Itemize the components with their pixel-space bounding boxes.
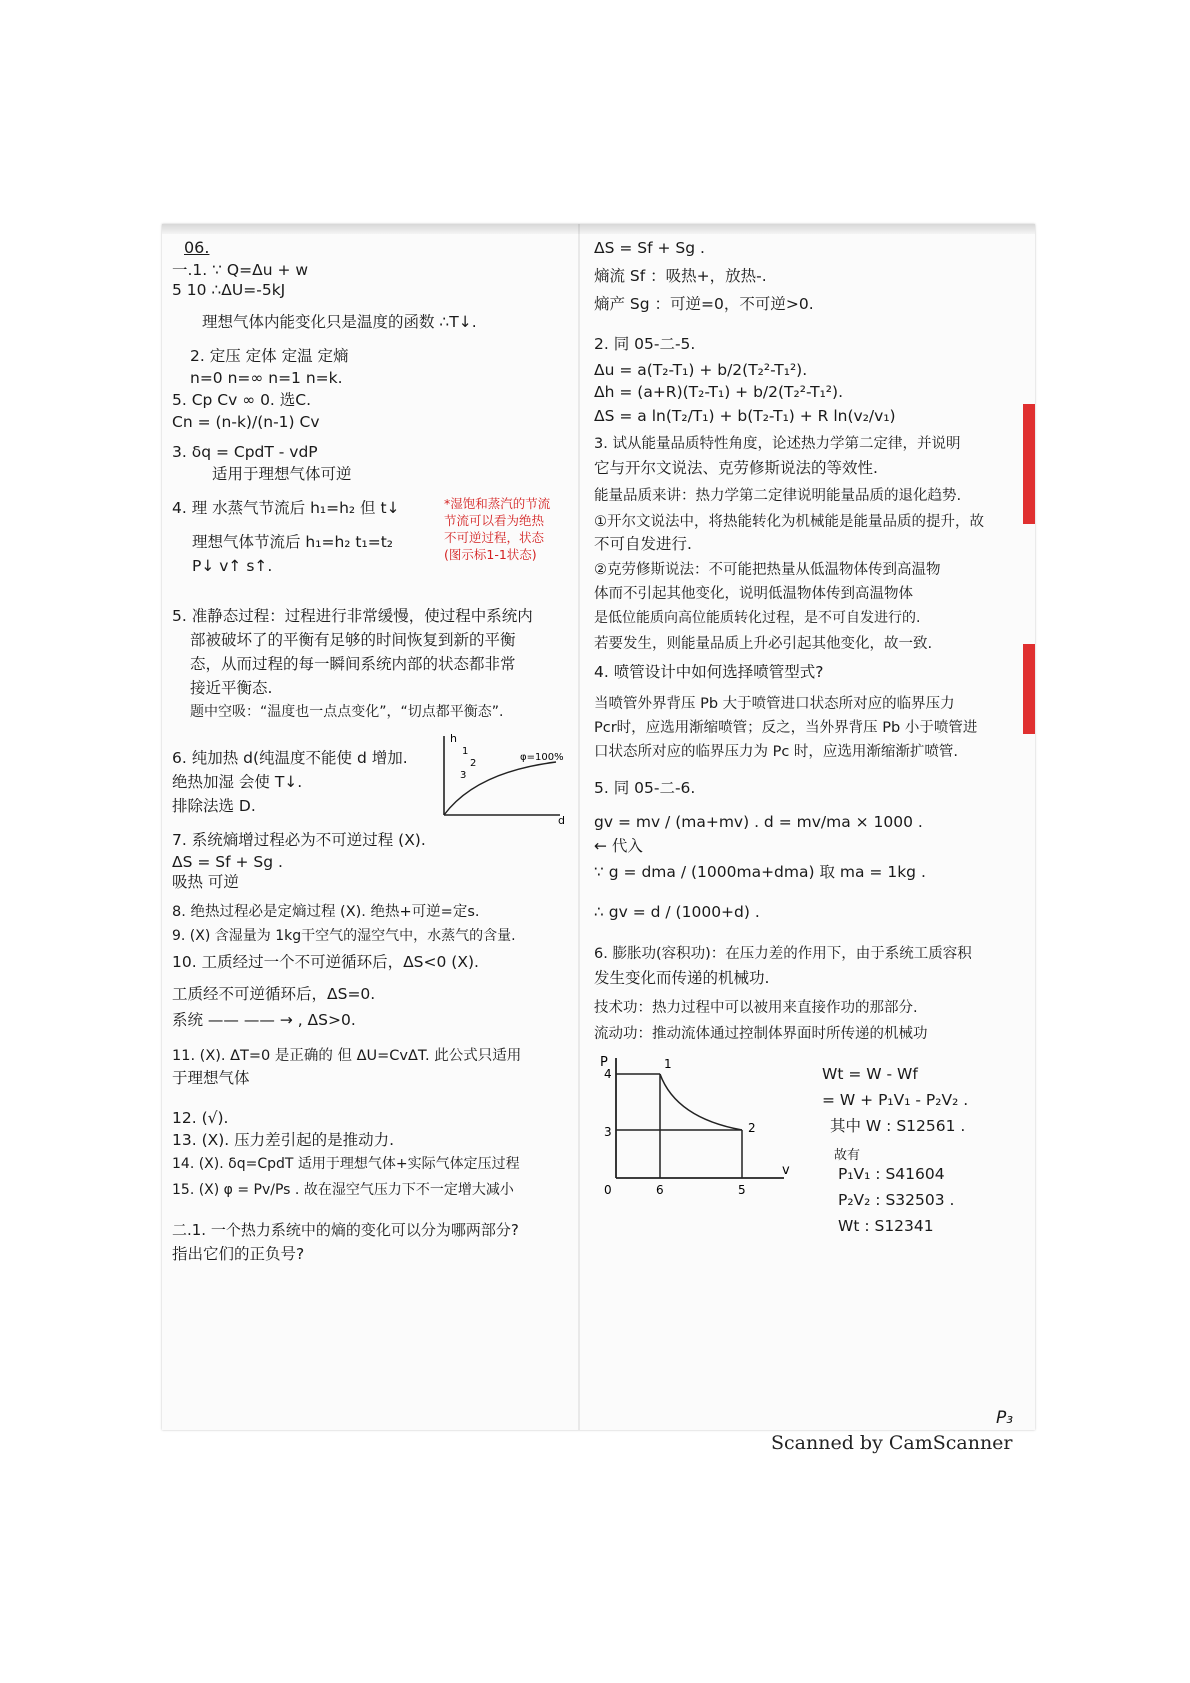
scanner-watermark: Scanned by CamScanner (771, 1432, 1013, 1454)
note-line: ∵ g = dma / (1000ma+dma) 取 ma = 1kg . (594, 863, 926, 881)
red-annotation: 节流可以看为绝热 (444, 513, 545, 528)
note-line: 适用于理想气体可逆 (212, 465, 352, 483)
note-line: ΔS = a ln(T₂/T₁) + b(T₂-T₁) + R ln(v₂/v₁) (594, 407, 896, 425)
note-line: 5 10 ∴ΔU=-5kJ (172, 281, 286, 299)
note-line: 一.1. ∵ Q=Δu + w (172, 261, 309, 279)
note-line: 是低位能质向高位能质转化过程，是不可自发进行的. (594, 610, 921, 626)
p-v-diagram (598, 1052, 794, 1200)
note-line: 2. 定压 定体 定温 定熵 (190, 347, 349, 365)
note-line: 9. (X) 含湿量为 1kg干空气的湿空气中，水蒸气的含量. (172, 928, 516, 944)
state-point-label: 2 (748, 1121, 756, 1135)
notebook-sheet (162, 224, 1035, 1430)
sketch-point-label: 2 (470, 758, 477, 769)
page-heading: 06. (184, 238, 210, 257)
note-line: 当喷管外界背压 Pb 大于喷管进口状态所对应的临界压力 (594, 696, 955, 712)
note-line: P↓ v↑ s↑. (192, 557, 273, 575)
page-fold (162, 224, 1035, 234)
note-line: 系统 —— —— → , ΔS>0. (172, 1011, 356, 1029)
equation-line: 故有 (834, 1148, 861, 1163)
h-axis-label: h (450, 732, 457, 745)
page-number: P₃ (996, 1408, 1014, 1428)
note-line: Pcr时，应选用渐缩喷管；反之，当外界背压 Pb 小于喷管进 (594, 720, 978, 736)
note-line: 部被破坏了的平衡有足够的时间恢复到新的平衡 (190, 631, 516, 649)
note-line: 于理想气体 (172, 1069, 250, 1087)
note-line: 5. Cp Cv ∞ 0. 选C. (172, 391, 312, 409)
p-axis-label: P (600, 1055, 608, 1070)
note-line: ← 代入 (594, 837, 643, 855)
state-point-label: 4 (604, 1067, 612, 1081)
equation-line: Wt : S12341 (838, 1217, 934, 1235)
v-axis-label: v (782, 1163, 790, 1178)
note-line: 技术功：热力过程中可以被用来直接作功的那部分. (594, 1000, 918, 1016)
note-line: 理想气体内能变化只是温度的函数 ∴T↓. (202, 313, 477, 331)
state-point-label: 6 (656, 1183, 664, 1197)
note-line: 14. (X). δq=CpdT 适用于理想气体+实际气体定压过程 (172, 1156, 520, 1172)
note-line: 口状态所对应的临界压力为 Pc 时，应选用渐缩渐扩喷管. (594, 744, 959, 760)
note-line: ΔS = Sf + Sg . (594, 239, 705, 257)
note-line: 8. 绝热过程必是定熵过程 (X). 绝热+可逆=定s. (172, 904, 480, 920)
state-point-label: 1 (664, 1057, 672, 1071)
note-line: 态，从而过程的每一瞬间系统内部的状态都非常 (190, 655, 516, 673)
state-point-label: 5 (738, 1183, 746, 1197)
note-line: Δu = a(T₂-T₁) + b/2(T₂²-T₁²). (594, 361, 808, 379)
page-spine (578, 224, 580, 1430)
note-line: 它与开尔文说法、克劳修斯说法的等效性. (594, 459, 878, 477)
note-line: 3. δq = CpdT - vdP (172, 443, 318, 461)
note-line: 熵流 Sf ：吸热+，放热-. (594, 267, 767, 285)
note-line: 熵产 Sg ：可逆=0，不可逆>0. (594, 295, 814, 313)
note-line: ①开尔文说法中，将热能转化为机械能是能量品质的提升，故 (594, 514, 984, 530)
equation-line: Wt = W - Wf (822, 1065, 918, 1083)
note-line: 4. 喷管设计中如何选择喷管型式? (594, 663, 824, 681)
h-d-sketch (434, 730, 568, 826)
red-annotation: *湿饱和蒸汽的节流 (444, 496, 551, 511)
note-line: 12. (√). (172, 1109, 229, 1127)
note-line: 5. 同 05-二-6. (594, 779, 696, 797)
note-line: n=0 n=∞ n=1 n=k. (190, 369, 343, 387)
note-line: 工质经不可逆循环后，ΔS=0. (172, 985, 376, 1003)
note-line: 题中空吸：“温度也一点点变化”，“切点都平衡态”. (190, 704, 504, 720)
note-line: 不可自发进行. (594, 535, 692, 553)
note-line: 10. 工质经过一个不可逆循环后，ΔS<0 (X). (172, 953, 479, 971)
note-line: 能量品质来讲：热力学第二定律说明能量品质的退化趋势. (594, 488, 962, 504)
note-line: 理想气体节流后 h₁=h₂ t₁=t₂ (192, 533, 393, 551)
note-line: 3. 试从能量品质特性角度，论述热力学第二定律，并说明 (594, 436, 961, 452)
note-line: 6. 膨胀功(容积功)：在压力差的作用下，由于系统工质容积 (594, 946, 972, 962)
note-line: 体而不引起其他变化，说明低温物体传到高温物体 (594, 586, 913, 602)
note-line: gv = mv / (ma+mv) . d = mv/ma × 1000 . (594, 813, 923, 831)
note-line: 吸热 可逆 (172, 873, 239, 891)
note-line: 5. 准静态过程：过程进行非常缓慢，使过程中系统内 (172, 607, 533, 625)
red-annotation: (图示标1-1状态) (444, 547, 537, 562)
sketch-point-label: 1 (462, 746, 469, 757)
note-line: 接近平衡态. (190, 679, 273, 697)
note-line: 4. 理 水蒸气节流后 h₁=h₂ 但 t↓ (172, 499, 400, 517)
state-point-label: 0 (604, 1183, 612, 1197)
note-line: 排除法选 D. (172, 797, 256, 815)
note-line: ∴ gv = d / (1000+d) . (594, 903, 760, 921)
note-line: 13. (X). 压力差引起的是推动力. (172, 1131, 395, 1149)
red-annotation: 不可逆过程，状态 (444, 530, 545, 545)
note-line: 2. 同 05-二-5. (594, 335, 696, 353)
note-line: 发生变化而传递的机械功. (594, 969, 770, 987)
note-line: Cn = (n-k)/(n-1) Cv (172, 413, 320, 431)
note-line: 绝热加湿 会使 T↓. (172, 773, 303, 791)
note-line: 6. 纯加热 d(纯温度不能使 d 增加. (172, 749, 408, 767)
phi-curve-label: φ=100% (520, 752, 564, 763)
equation-line: = W + P₁V₁ - P₂V₂ . (822, 1091, 969, 1109)
note-line: 指出它们的正负号? (172, 1245, 305, 1263)
note-line: ②克劳修斯说法：不可能把热量从低温物体传到高温物 (594, 562, 941, 578)
note-line: Δh = (a+R)(T₂-T₁) + b/2(T₂²-T₁²). (594, 383, 843, 401)
equation-line: P₁V₁ : S41604 (838, 1165, 945, 1183)
note-line: ΔS = Sf + Sg . (172, 853, 283, 871)
sketch-point-label: 3 (460, 770, 467, 781)
red-tab-mark (1023, 404, 1035, 524)
state-point-label: 3 (604, 1125, 612, 1139)
d-axis-label: d (558, 814, 565, 826)
note-line: 7. 系统熵增过程必为不可逆过程 (X). (172, 831, 426, 849)
note-line: 流动功：推动流体通过控制体界面时所传递的机械功 (594, 1026, 928, 1042)
note-line: 11. (X). ΔT=0 是正确的 但 ΔU=CvΔT. 此公式只适用 (172, 1048, 522, 1064)
note-line: 二.1. 一个热力系统中的熵的变化可以分为哪两部分? (172, 1221, 519, 1239)
note-line: 15. (X) φ = Pv/Ps . 故在湿空气压力下不一定增大减小 (172, 1182, 514, 1198)
note-line: 若要发生，则能量品质上升必引起其他变化，故一致. (594, 636, 933, 652)
red-tab-mark (1023, 644, 1035, 734)
equation-line: 其中 W : S12561 . (830, 1117, 966, 1135)
equation-line: P₂V₂ : S32503 . (838, 1191, 955, 1209)
